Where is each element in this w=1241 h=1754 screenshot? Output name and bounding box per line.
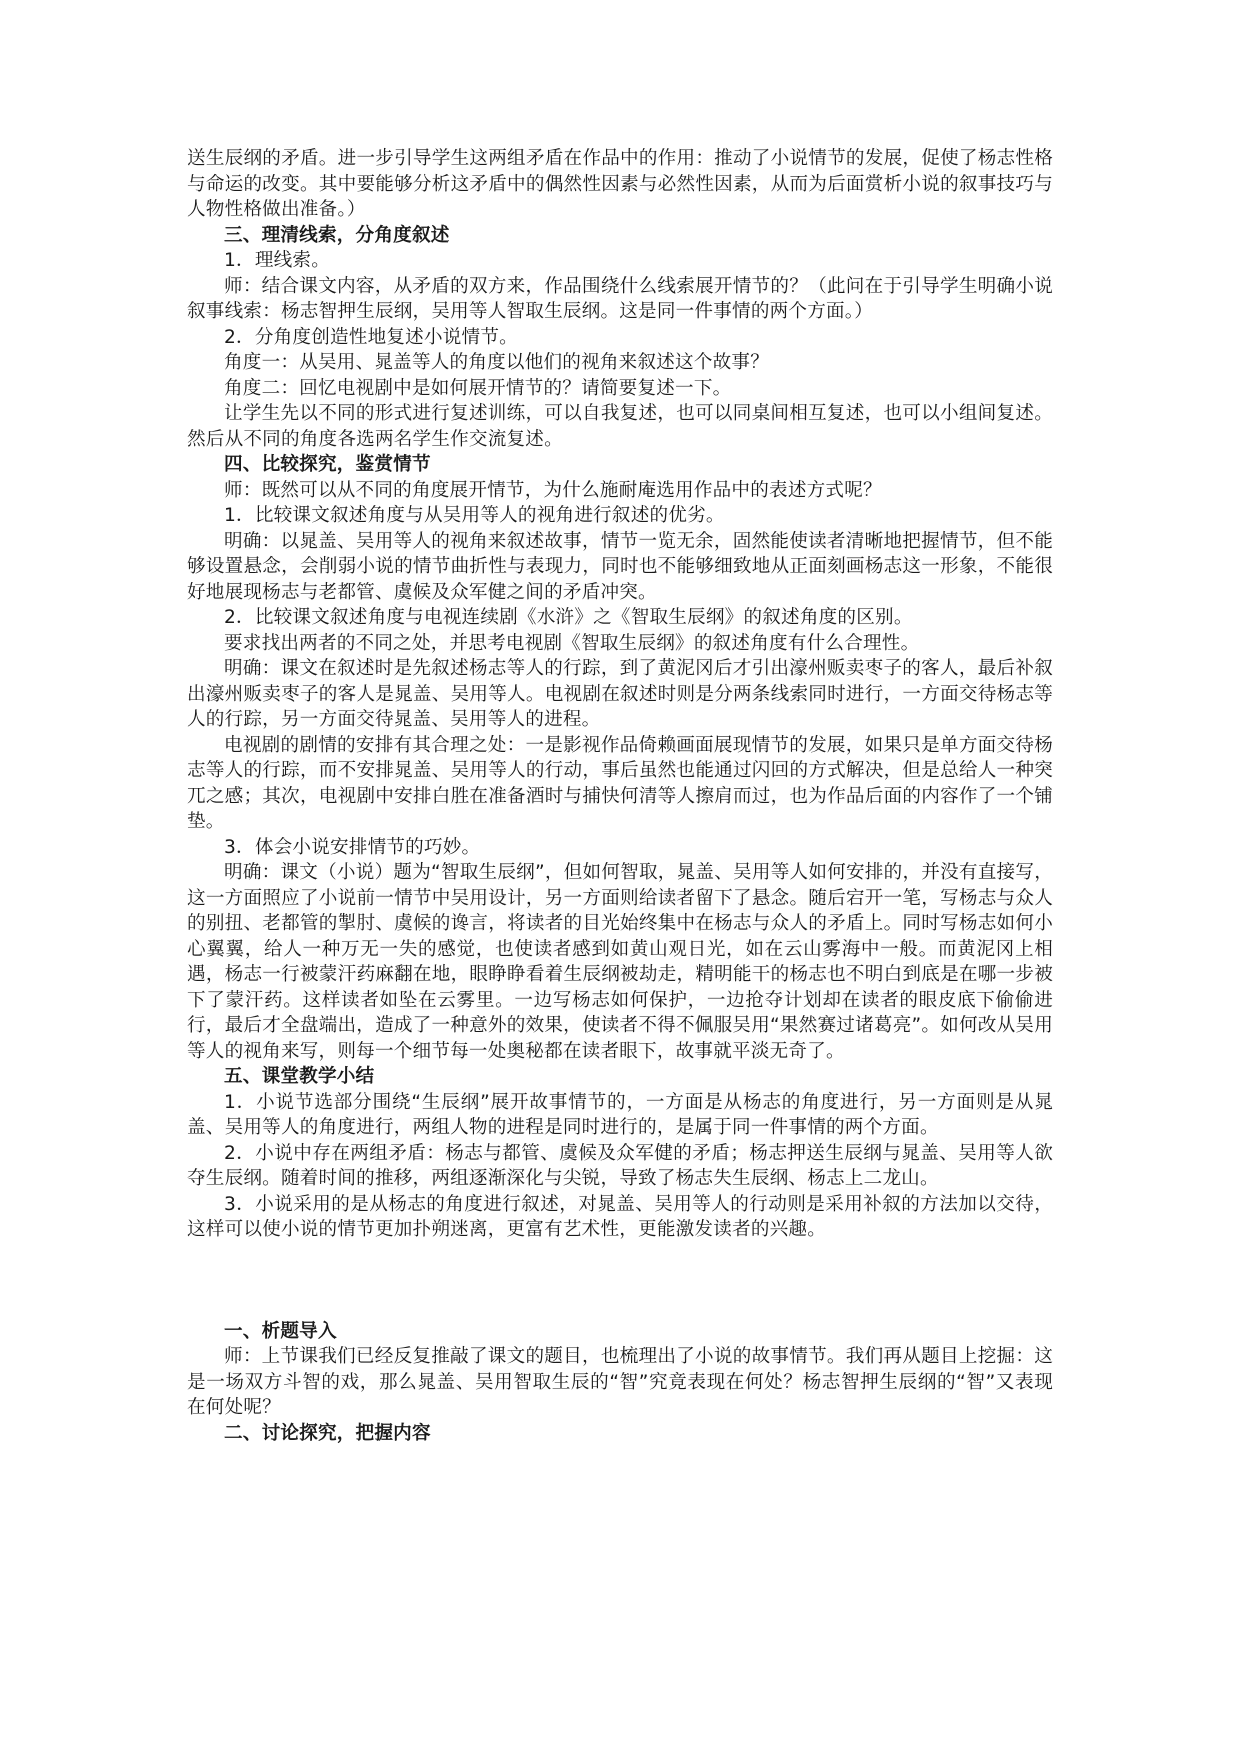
paragraph: 1．比较课文叙述角度与从吴用等人的视角进行叙述的优劣。 (224, 505, 725, 526)
paragraph: 要求找出两者的不同之处，并思考电视剧《智取生辰纲》的叙述角度有什么合理性。 (224, 632, 920, 654)
paragraph: 2．比较课文叙述角度与电视连续剧《水浒》之《智取生辰纲》的叙述角度的区别。 (224, 607, 913, 628)
paragraph: 角度一：从吴用、晁盖等人的角度以他们的视角来叙述这个故事？ (224, 352, 770, 373)
paragraph: 师：上节课我们已经反复推敲了课文的题目，也梳理出了小说的故事情节。我们再从题目上挖掘：这是一场双方斗智的戏，那么晁盖、吴用智取生辰的“智”究竟表现在何处？杨志智押生辰纲的“智”又表现在何处呢？ (187, 1346, 1053, 1418)
paragraph: 明确：以晁盖、吴用等人的视角来叙述故事，情节一览无余，固然能使读者清晰地把握情节，但不能够设置悬念，会削弱小说的情节曲折性与表现力，同时也不能够细致地从正面刻画杨志这一形象，不能很好地展现杨志与老都管、虞候及众军健之间的矛盾冲突。 (187, 530, 1053, 603)
paragraph: 1．小说节选部分围绕“生辰纲”展开故事情节的，一方面是从杨志的角度进行，另一方面则是从晁盖、吴用等人的角度进行，两组人物的进程是同时进行的，是属于同一件事情的两个方面。 (187, 1091, 1053, 1138)
paragraph: 3．体会小说安排情节的巧妙。 (224, 836, 481, 858)
section-heading: 一、析题导入 (224, 1320, 337, 1342)
section-heading: 五、课堂教学小结 (224, 1066, 375, 1087)
paragraph: 明确：课文（小说）题为“智取生辰纲”，但如何智取，晁盖、吴用等人如何安排的，并没有直接写，这一方面照应了小说前一情节中吴用设计，另一方面则给读者留下了悬念。随后宕开一笔，写杨志与众人的别扭、老都管的掣肘、虞候的谗言，将读者的目光始终集中在杨志与众人的矛盾上。同时写杨志如何小心翼翼，给人一种万无一失的感觉，也使读者感到如黄山观日光，如在云山雾海中一般。而黄泥冈上相遇，杨志一行被蒙汗药麻翻在地，眼睁睁看着生辰纲被劫走，精明能干的杨志也不明白到底是在哪一步被下了蒙汗药。这样读者如坠在云雾里。一边写杨志如何保护，一边抢夺计划却在读者的眼皮底下偷偷进行，最后才全盘端出，造成了一种意外的效果，使读者不得不佩服吴用“果然赛过诸葛亮”。如何改从吴用等人的视角来写，则每一个细节每一处奥秘都在读者眼下，故事就平淡无奇了。 (187, 862, 1053, 1062)
paragraph: 1．理线索。 (224, 250, 330, 271)
paragraph: 送生辰纲的矛盾。进一步引导学生这两组矛盾在作品中的作用：推动了小说情节的发展，促使了杨志性格与命运的改变。其中要能够分析这矛盾中的偶然性因素与必然性因素，从而为后面赏析小说的叙事技巧与人物性格做出准备。） (187, 148, 1053, 220)
paragraph: 让学生先以不同的形式进行复述训练，可以自我复述，也可以同桌间相互复述，也可以小组间复述。然后从不同的角度各选两名学生作交流复述。 (187, 403, 1053, 450)
paragraph: 2．分角度创造性地复述小说情节。 (224, 326, 518, 348)
paragraph: 角度二：回忆电视剧中是如何展开情节的？请简要复述一下。 (224, 377, 732, 399)
paragraph: 3．小说采用的是从杨志的角度进行叙述，对晁盖、吴用等人的行动则是采用补叙的方法加以交待，这样可以使小说的情节更加扑朔迷离，更富有艺术性，更能激发读者的兴趣。 (187, 1193, 1053, 1240)
paragraph: 明确：课文在叙述时是先叙述杨志等人的行踪，到了黄泥冈后才引出濠州贩卖枣子的客人，最后补叙出濠州贩卖枣子的客人是晁盖、吴用等人。电视剧在叙述时则是分两条线索同时进行，一方面交待杨志等人的行踪，另一方面交待晁盖、吴用等人的进程。 (187, 658, 1053, 730)
section-heading: 四、比较探究，鉴赏情节 (224, 454, 431, 475)
section-gap (187, 1243, 1053, 1319)
paragraph: 师：结合课文内容，从矛盾的双方来，作品围绕什么线索展开情节的？（此问在于引导学生明确小说叙事线索：杨志智押生辰纲，吴用等人智取生辰纲。这是同一件事情的两个方面。） (187, 275, 1053, 322)
paragraph: 2．小说中存在两组矛盾：杨志与都管、虞候及众军健的矛盾；杨志押送生辰纲与晁盖、吴用等人欲夺生辰纲。随着时间的推移，两组逐渐深化与尖锐，导致了杨志失生辰纲、杨志上二龙山。 (187, 1142, 1053, 1189)
document-body (187, 146, 1053, 1446)
section-heading: 二、讨论探究，把握内容 (224, 1422, 431, 1444)
paragraph: 师：既然可以从不同的角度展开情节，为什么施耐庵选用作品中的表述方式呢？ (224, 479, 882, 501)
section-heading: 三、理清线索，分角度叙述 (224, 224, 450, 246)
paragraph: 电视剧的剧情的安排有其合理之处：一是影视作品倚赖画面展现情节的发展，如果只是单方面交待杨志等人的行踪，而不安排晁盖、吴用等人的行动，事后虽然也能通过闪回的方式解决，但是总给人一种突兀之感；其次，电视剧中安排白胜在准备酒时与捕快何清等人擦肩而过，也为作品后面的内容作了一个铺垫。 (187, 734, 1053, 832)
